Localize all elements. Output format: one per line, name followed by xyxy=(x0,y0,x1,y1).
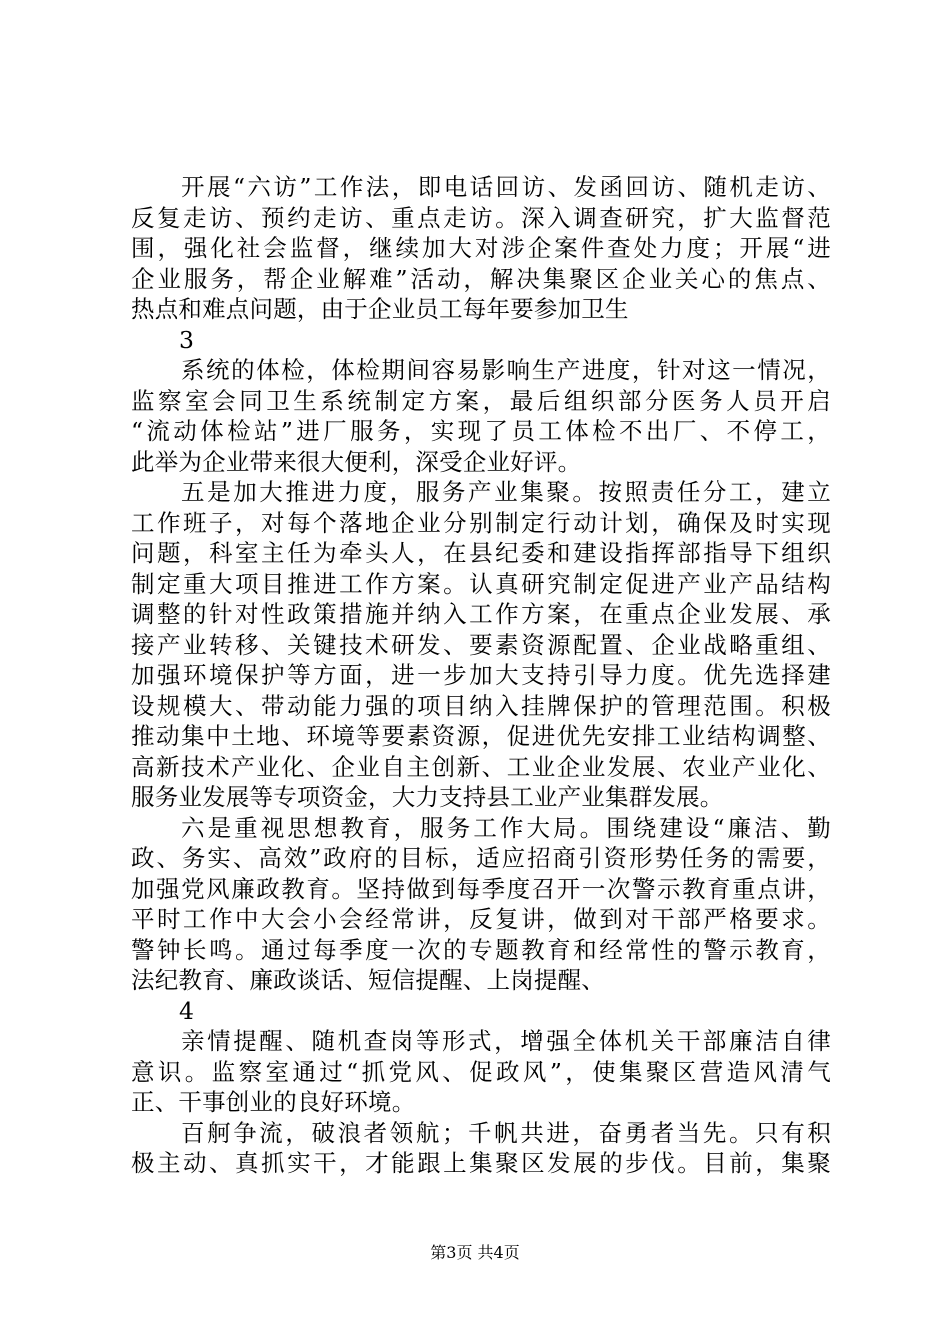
text-line: 平时工作中大会小会经常讲，反复讲，做到对干部严格要求。 xyxy=(131,905,831,933)
text-line: 系统的体检，体检期间容易影响生产进度，针对这一情况， xyxy=(181,356,831,384)
text-line: 六是重视思想教育，服务工作大局。围绕建设“廉洁、勤 xyxy=(181,813,831,842)
text-line: 此举为企业带来很大便利，深受企业好评。 xyxy=(131,447,582,476)
text-line: 极主动、真抓实干，才能跟上集聚区发展的步伐。目前，集聚 xyxy=(131,1149,831,1177)
text-line: 警钟长鸣。通过每季度一次的专题教育和经常性的警示教育， xyxy=(131,935,831,964)
text-line: 接产业转移、关键技术研发、要素资源配置、企业战略重组、 xyxy=(131,630,831,659)
text-line: 百舸争流，破浪者领航；千帆共进，奋勇者当先。只有积 xyxy=(181,1118,831,1147)
embedded-page-number: 3 xyxy=(179,325,194,354)
text-line: 设规模大、带动能力强的项目纳入挂牌保护的管理范围。积极 xyxy=(131,691,831,720)
text-line: 工作班子，对每个落地企业分别制定行动计划，确保及时实现 xyxy=(131,508,831,537)
text-line: 企业服务，帮企业解难”活动，解决集聚区企业关心的焦点、 xyxy=(131,264,831,293)
text-line: 反复走访、预约走访、重点走访。深入调查研究，扩大监督范 xyxy=(131,203,831,232)
page-footer: 第3页 共4页 xyxy=(430,1243,520,1262)
text-line: 五是加大推进力度，服务产业集聚。按照责任分工，建立 xyxy=(181,478,831,506)
text-line: 监察室会同卫生系统制定方案，最后组织部分医务人员开启 xyxy=(131,386,831,415)
text-line: 围，强化社会监督，继续加大对涉企案件查处力度；开展“进 xyxy=(131,234,831,262)
text-line: 开展“六访”工作法，即电话回访、发函回访、随机走访、 xyxy=(181,173,831,201)
text-line: 法纪教育、廉政谈话、短信提醒、上岗提醒、 xyxy=(131,966,605,994)
text-line: 高新技术产业化、企业自主创新、工业企业发展、农业产业化、 xyxy=(131,752,831,781)
text-line: 政、务实、高效”政府的目标，适应招商引资形势任务的需要， xyxy=(131,844,831,872)
text-line: 加强环境保护等方面，进一步加大支持引导力度。优先选择建 xyxy=(131,661,831,689)
text-line: 调整的针对性政策措施并纳入工作方案，在重点企业发展、承 xyxy=(131,600,831,628)
text-line: 问题，科室主任为牵头人，在县纪委和建设指挥部指导下组织 xyxy=(131,539,831,567)
text-line: 推动集中土地、环境等要素资源，促进优先安排工业结构调整、 xyxy=(131,722,831,750)
text-line: “流动体检站”进厂服务，实现了员工体检不出厂、不停工， xyxy=(131,417,831,445)
text-line: 热点和难点问题，由于企业员工每年要参加卫生 xyxy=(131,295,629,323)
text-line: 意识。监察室通过“抓党风、促政风”，使集聚区营造风清气 xyxy=(131,1057,831,1086)
text-line: 亲情提醒、随机查岗等形式，增强全体机关干部廉洁自律 xyxy=(181,1027,831,1055)
text-line: 加强党风廉政教育。坚持做到每季度召开一次警示教育重点讲， xyxy=(131,874,831,903)
embedded-page-number: 4 xyxy=(179,996,194,1025)
text-line: 制定重大项目推进工作方案。认真研究制定促进产业产品结构 xyxy=(131,569,831,598)
text-line: 服务业发展等专项资金，大力支持县工业产业集群发展。 xyxy=(131,783,724,811)
text-line: 正、干事创业的良好环境。 xyxy=(131,1088,416,1116)
